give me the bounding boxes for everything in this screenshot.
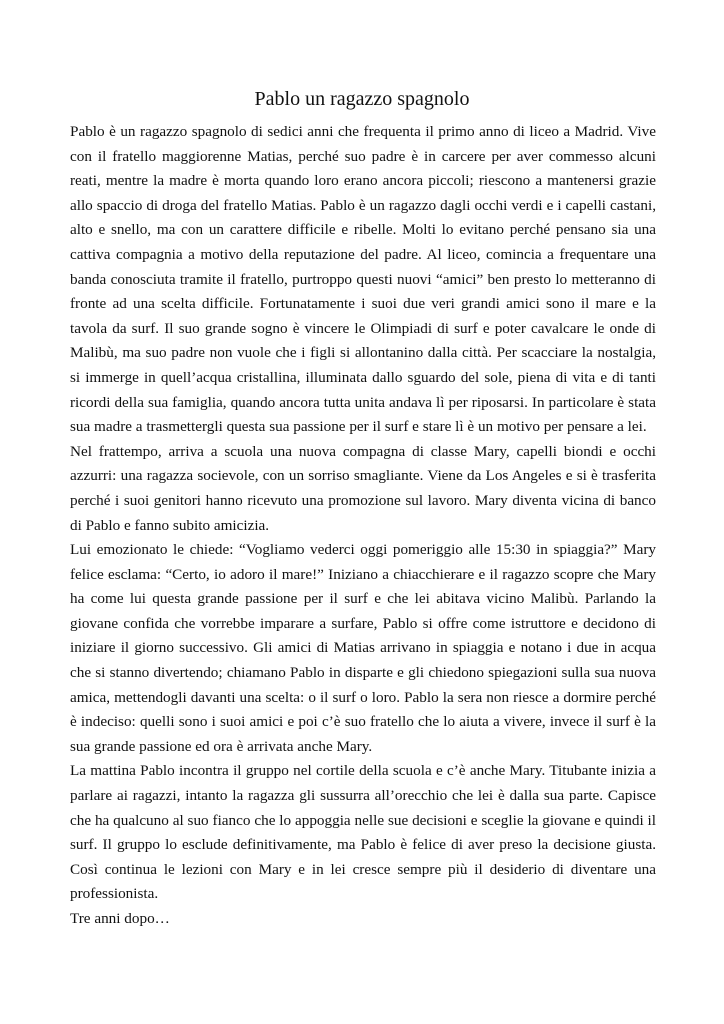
paragraph-mary-arrival: Nel frattempo, arriva a scuola una nuova compagna di classe Mary, capelli biondi e occhi azzurri: una ragazza socievole, con un sorriso smagliante. Viene da Los Angeles e si è trasferita perché i suoi genitori hanno ricevuto una promozione sul lavoro. Mary diventa vicina di banco di Pablo e fanno subito amicizia. bbox=[70, 442, 656, 534]
document-body bbox=[70, 120, 656, 932]
paragraph-pablo-introduction: Pablo è un ragazzo spagnolo di sedici anni che frequenta il primo anno di liceo a Madrid. Vive con il fratello maggiorenne Matias, perché suo padre è in carcere per aver commesso alcuni reati, mentre la madre è morta quando loro erano ancora piccoli; riescono a mantenersi grazie allo spaccio di droga del fratello Matias. Pablo è un ragazzo dagli occhi verdi e i capelli castani, alto e snello, ma con un carattere difficile e ribelle. Molti lo evitano perché pensano sia una cattiva compagnia a motivo della reputazione del padre. Al liceo, comincia a frequentare una banda conosciuta tramite il fratello, purtroppo questi nuovi “amici” ben presto lo metteranno di fronte ad una scelta difficile. Fortunatamente i suoi due veri grandi amici sono il mare e la tavola da surf. Il suo grande sogno è vincere le Olimpiadi di surf e poter cavalcare le onde di Malibù, ma suo padre non vuole che i figli si allontanino dalla città. Per scacciare la nostalgia, si immerge in quell’acqua cristallina, illuminata dallo sguardo del sole, piena di vita e di tanti ricordi della sua famiglia, quando ancora tutta unita andava lì per riposarsi. In particolare è stata sua madre a trasmettergli questa sua passione per il surf e stare lì è un motivo per pensare a lei. bbox=[70, 123, 656, 436]
paragraph-decision: La mattina Pablo incontra il gruppo nel cortile della scuola e c’è anche Mary. Titubante inizia a parlare ai ragazzi, intanto la ragazza gli sussurra all’orecchio che lei è dalla sua parte. Capisce che ha qualcuno al suo fianco che lo appoggia nelle sue decisioni e sceglie la giovane e quindi il surf. Il gruppo lo esclude definitivamente, ma Pablo è felice di aver preso la decisione giusta. Così continua le lezioni con Mary e in lei cresce sempre più il desiderio di diventare una professionista. bbox=[70, 762, 656, 903]
document-title: Pablo un ragazzo spagnolo bbox=[254, 88, 470, 110]
paragraph-beach-meeting: Lui emozionato le chiede: “Vogliamo vederci oggi pomeriggio alle 15:30 in spiaggia?” Mary felice esclama: “Certo, io adoro il mare!” Iniziano a chiacchierare e il ragazzo scopre che Mary ha come lui questa grande passione per il surf e che lei abitava vicino Malibù. Parlando la giovane confida che vorrebbe imparare a surfare, Pablo si offre come istruttore e decidono di iniziare il giorno successivo. Gli amici di Matias arrivano in spiaggia e notano i due in acqua che si stanno divertendo; chiamano Pablo in disparte e gli chiedono spiegazioni sulla sua nuova amica, mettendogli davanti una scelta: o il surf o loro. Pablo la sera non riesce a dormire perché è indeciso: quelli sono i suoi amici e poi c’è suo fratello che lo aiuta a vivere, invece il surf è la sua grande passione ed ora è arrivata anche Mary. bbox=[70, 541, 656, 755]
paragraph-three-years-later: Tre anni dopo… bbox=[70, 910, 170, 927]
